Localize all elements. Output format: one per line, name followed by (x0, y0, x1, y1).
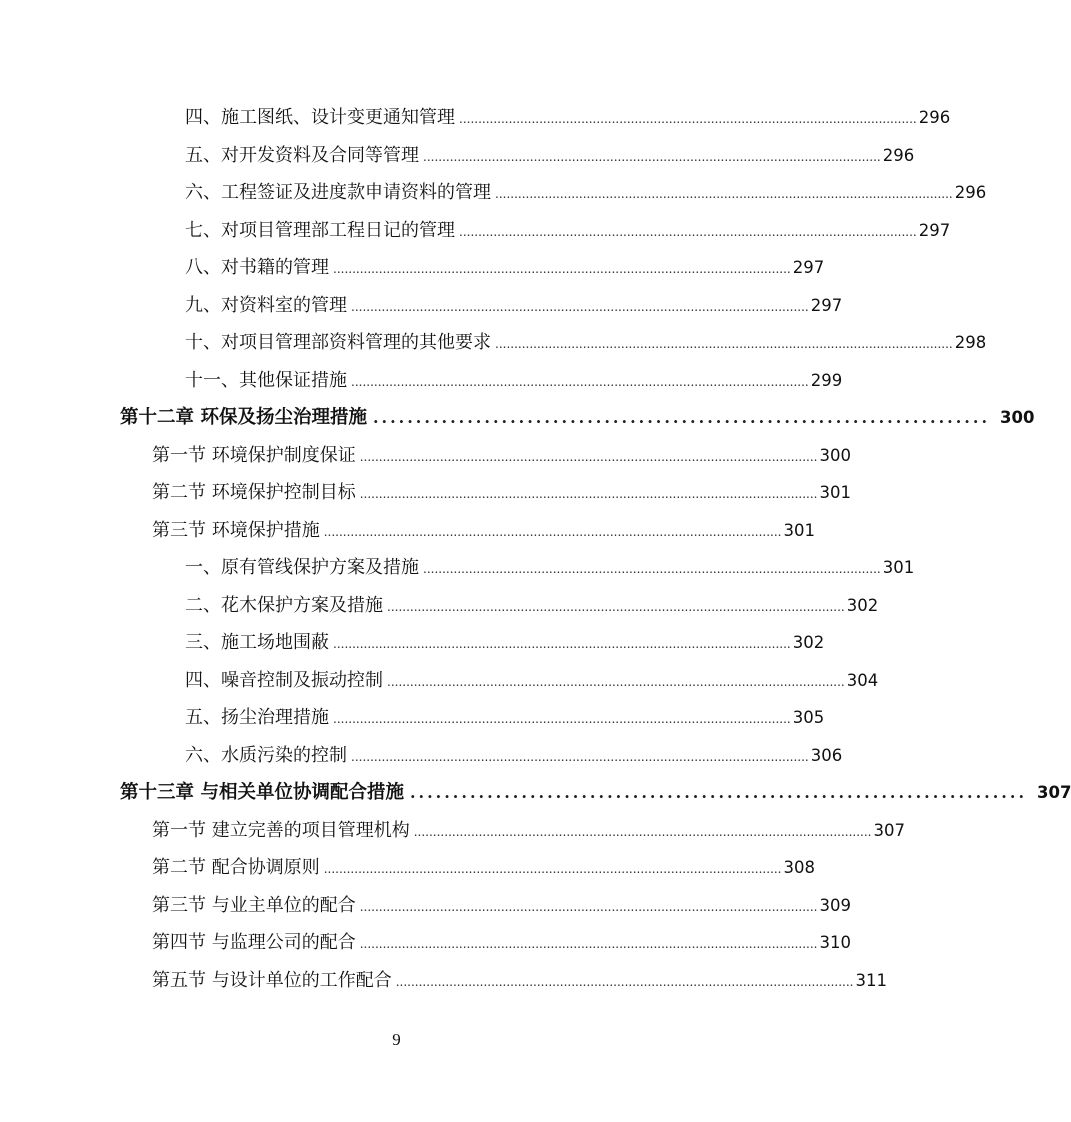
toc-section-entry[interactable] (152, 849, 815, 886)
toc-entry[interactable] (185, 624, 825, 661)
dot-leader: ........................................................................................................................ (359, 899, 818, 914)
dot-leader: ........................................................................................................................ (423, 149, 881, 164)
toc-entry-page: 305 (792, 708, 825, 727)
toc-entry-page: 300 (1000, 408, 1035, 427)
toc-entry-label: 第二节 环境保护控制目标 (152, 482, 356, 503)
toc-entry-label: 第二节 配合协调原则 (152, 857, 320, 878)
toc-entry[interactable] (185, 287, 843, 324)
toc-entry-label: 第十二章 环保及扬尘治理措施 (120, 407, 367, 428)
toc-section-entry[interactable] (152, 887, 851, 924)
dot-leader: ........................................................................................................................ (387, 674, 845, 689)
toc-chapter-entry[interactable] (120, 774, 1071, 811)
toc-section-entry[interactable] (152, 437, 851, 474)
toc-entry-label: 第五节 与设计单位的工作配合 (152, 969, 392, 991)
dot-leader: ........................................................................................................................ (359, 449, 818, 464)
toc-entry-label: 五、扬尘治理措施 (185, 707, 329, 728)
dot-leader: ........................................................................................................................ (351, 749, 809, 764)
toc-entry-label: 第一节 环境保护制度保证 (152, 444, 356, 466)
toc-entry-label: 六、水质污染的控制 (185, 744, 347, 766)
toc-entry-label: 第三节 与业主单位的配合 (152, 894, 356, 916)
dot-leader: ........................................................................ (409, 783, 1028, 802)
dot-leader: ........................................................................................................................ (495, 337, 953, 351)
dot-leader: ........................................................................................................................ (333, 262, 791, 276)
toc-entry[interactable] (185, 662, 879, 699)
toc-entry[interactable] (185, 324, 987, 361)
toc-entry-page: 302 (792, 633, 825, 652)
toc-entry-label: 八、对书籍的管理 (185, 257, 329, 278)
toc-entry[interactable] (185, 737, 843, 774)
toc-entry-page: 296 (918, 108, 951, 127)
dot-leader: ........................................................................................................................ (459, 112, 917, 126)
toc-entry-label: 二、花木保护方案及措施 (185, 594, 383, 616)
toc-entry[interactable] (185, 249, 825, 286)
toc-entry-label: 四、噪音控制及振动控制 (185, 669, 383, 691)
toc-entry[interactable] (185, 587, 879, 624)
toc-section-entry[interactable] (152, 474, 851, 511)
toc-entry[interactable] (185, 174, 987, 211)
dot-leader: ........................................................................................................................ (423, 562, 881, 576)
toc-entry[interactable] (185, 212, 951, 249)
toc-entry-label: 第一节 建立完善的项目管理机构 (152, 819, 410, 841)
toc-entry-page: 300 (819, 445, 851, 465)
toc-entry-page: 304 (846, 670, 879, 690)
dot-leader: ........................................................................................................................ (395, 974, 854, 989)
toc-section-entry[interactable] (152, 512, 815, 549)
toc-entry-page: 297 (918, 220, 951, 240)
toc-chapter-entry[interactable] (120, 399, 1035, 436)
dot-leader: ........................................................................................................................ (323, 524, 782, 539)
toc-section-entry[interactable] (152, 962, 887, 999)
toc-entry-page: 296 (954, 183, 987, 202)
toc-entry-page: 307 (873, 820, 905, 840)
toc-entry-page: 296 (882, 145, 915, 165)
toc-entry-page: 297 (792, 258, 825, 277)
toc-entry-page: 306 (810, 745, 843, 765)
toc-entry-label: 第三节 环境保护措施 (152, 519, 320, 541)
toc-entry-page: 308 (783, 858, 815, 877)
toc-entry-page: 298 (954, 333, 987, 352)
toc-entry-label: 五、对开发资料及合同等管理 (185, 144, 419, 166)
dot-leader: ........................................................................................................................ (359, 937, 818, 951)
dot-leader: ........................................................................................................................ (387, 599, 845, 614)
toc-entry[interactable] (185, 137, 915, 174)
toc-entry[interactable] (185, 362, 843, 399)
toc-entry-label: 三、施工场地围蔽 (185, 632, 329, 653)
dot-leader: ........................................................................................................................ (323, 862, 782, 876)
toc-entry-label: 六、工程签证及进度款申请资料的管理 (185, 182, 491, 203)
toc-entry-label: 一、原有管线保护方案及措施 (185, 557, 419, 578)
toc-entry-page: 297 (810, 295, 843, 315)
toc-entry[interactable] (185, 699, 825, 736)
toc-entry-label: 七、对项目管理部工程日记的管理 (185, 219, 455, 241)
dot-leader: ........................................................................................................................ (459, 224, 917, 239)
dot-leader: ........................................................................................................................ (333, 637, 791, 651)
dot-leader: ........................................................................................................................ (351, 374, 809, 389)
toc-entry-page: 299 (810, 370, 843, 390)
dot-leader: ........................................................................................................................ (359, 487, 818, 501)
dot-leader: ........................................................................................................................ (495, 187, 953, 201)
dot-leader: ........................................................................................................................ (333, 712, 791, 726)
toc-section-entry[interactable] (152, 812, 905, 849)
page-number: 9 (392, 1030, 401, 1049)
toc-entry-label: 十、对项目管理部资料管理的其他要求 (185, 332, 491, 353)
toc-entry-label: 四、施工图纸、设计变更通知管理 (185, 107, 455, 128)
toc-entry-label: 第十三章 与相关单位协调配合措施 (120, 782, 404, 803)
toc-entry-page: 307 (1037, 783, 1071, 802)
toc-entry-page: 301 (882, 558, 915, 577)
toc-section-entry[interactable] (152, 924, 851, 961)
toc-entry-label: 第四节 与监理公司的配合 (152, 932, 356, 953)
toc-entry-page: 301 (783, 520, 815, 540)
dot-leader: ........................................................................................................................ (351, 299, 809, 314)
toc-entry-page: 311 (855, 970, 887, 990)
toc-entry-page: 302 (846, 595, 879, 615)
toc-entry-label: 十一、其他保证措施 (185, 369, 347, 391)
toc-entry-page: 310 (819, 933, 851, 952)
toc-entry-page: 301 (819, 483, 851, 502)
toc-entry-page: 309 (819, 895, 851, 915)
toc-entry[interactable] (185, 549, 915, 586)
toc-entry[interactable] (185, 99, 951, 136)
toc-entry-label: 九、对资料室的管理 (185, 294, 347, 316)
dot-leader: ........................................................................ (372, 408, 991, 427)
dot-leader: ........................................................................................................................ (413, 824, 872, 839)
